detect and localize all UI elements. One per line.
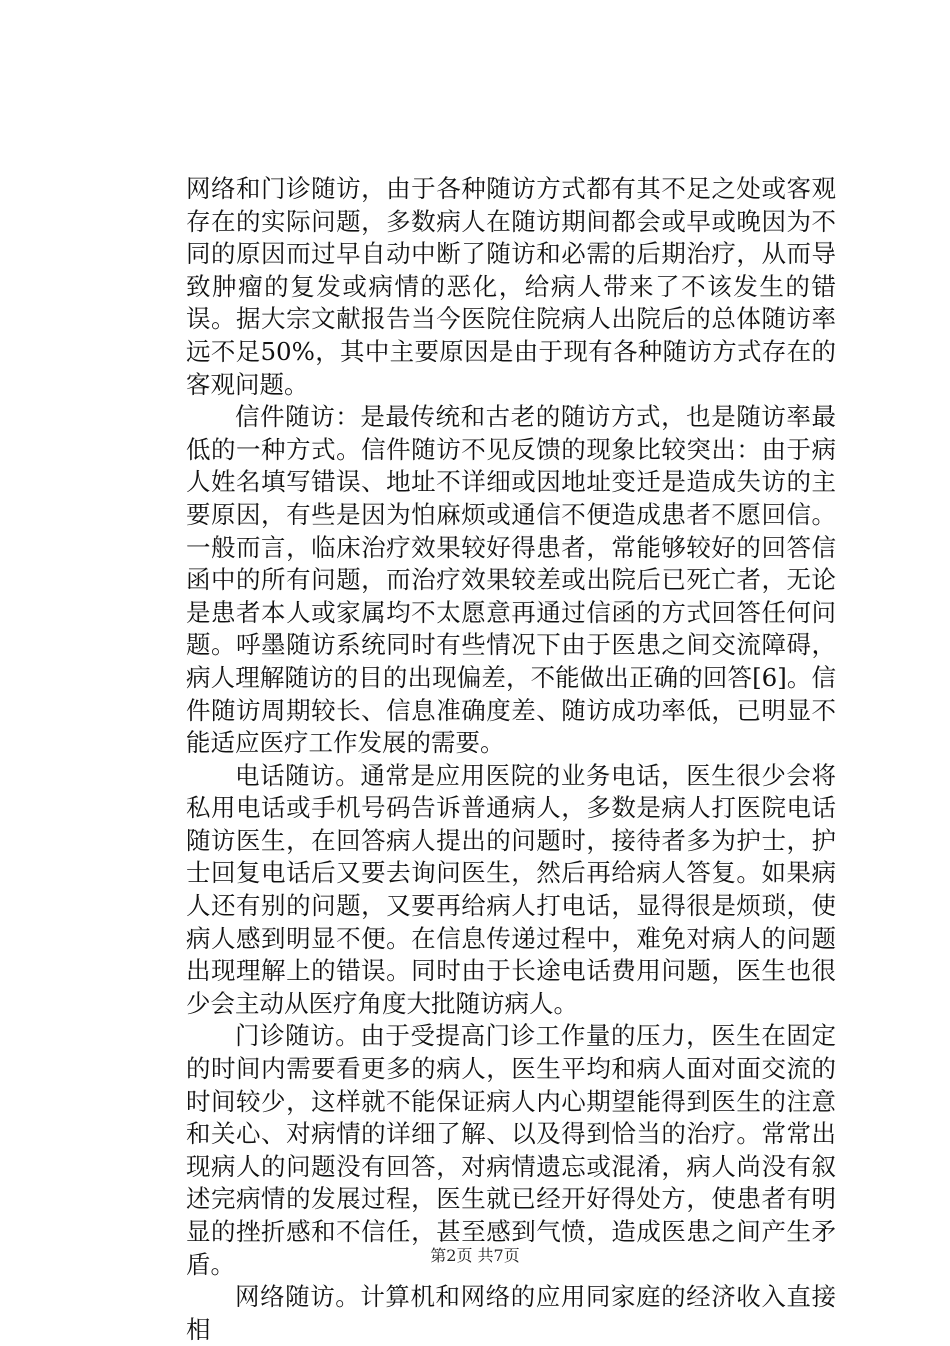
paragraph-continuation: 网络和门诊随访，由于各种随访方式都有其不足之处或客观存在的实际问题，多数病人在随访期间都会或早或晚因为不同的原因而过早自动中断了随访和必需的后期治疗，从而导致肿瘤的复发或病情的恶化，给病人带来了不该发生的错误。据大宗文献报告当今医院住院病人出院后的总体随访率远不足50%，其中主要原因是由于现有各种随访方式存在的客观问题。 — [186, 174, 836, 399]
page-number-footer: 第2页 共7页 — [430, 1246, 520, 1265]
paragraph-phone-followup: 电话随访。通常是应用医院的业务电话，医生很少会将私用电话或手机号码告诉普通病人，多数是病人打医院电话随访医生，在回答病人提出的问题时，接待者多为护士，护士回复电话后又要去询问医生，然后再给病人答复。如果病人还有别的问题，又要再给病人打电话，显得很是烦琐，使病人感到明显不便。在信息传递过程中，难免对病人的问题出现理解上的错误。同时由于长途电话费用问题，医生也很少会主动从医疗角度大批随访病人。 — [186, 760, 836, 1018]
document-body — [186, 173, 836, 1346]
paragraph-clinic-followup: 门诊随访。由于受提高门诊工作量的压力，医生在固定的时间内需要看更多的病人，医生平均和病人面对面交流的时间较少，这样就不能保证病人内心期望能得到医生的注意和关心、对病情的详细了解、以及得到恰当的治疗。常常出现病人的问题没有回答，对病情遗忘或混淆，病人尚没有叙述完病情的发展过程，医生就已经开好得处方，使患者有明显的挫折感和不信任，甚至感到气愤，造成医患之间产生矛盾。 — [186, 1021, 836, 1279]
paragraph-letter-followup: 信件随访：是最传统和古老的随访方式，也是随访率最低的一种方式。信件随访不见反馈的现象比较突出：由于病人姓名填写错误、地址不详细或因地址变迁是造成失访的主要原因，有些是因为怕麻烦或通信不便造成患者不愿回信。一般而言，临床治疗效果较好得患者，常能够较好的回答信函中的所有问题，而治疗效果较差或出院后已死亡者，无论是患者本人或家属均不太愿意再通过信函的方式回答任何问题。呼墨随访系统同时有些情况下由于医患之间交流障碍，病人理解随访的目的出现偏差，不能做出正确的回答[6]。信件随访周期较长、信息准确度差、随访成功率低，已明显不能适应医疗工作发展的需要。 — [186, 402, 836, 758]
paragraph-network-followup: 网络随访。计算机和网络的应用同家庭的经济收入直接相 — [186, 1282, 836, 1344]
